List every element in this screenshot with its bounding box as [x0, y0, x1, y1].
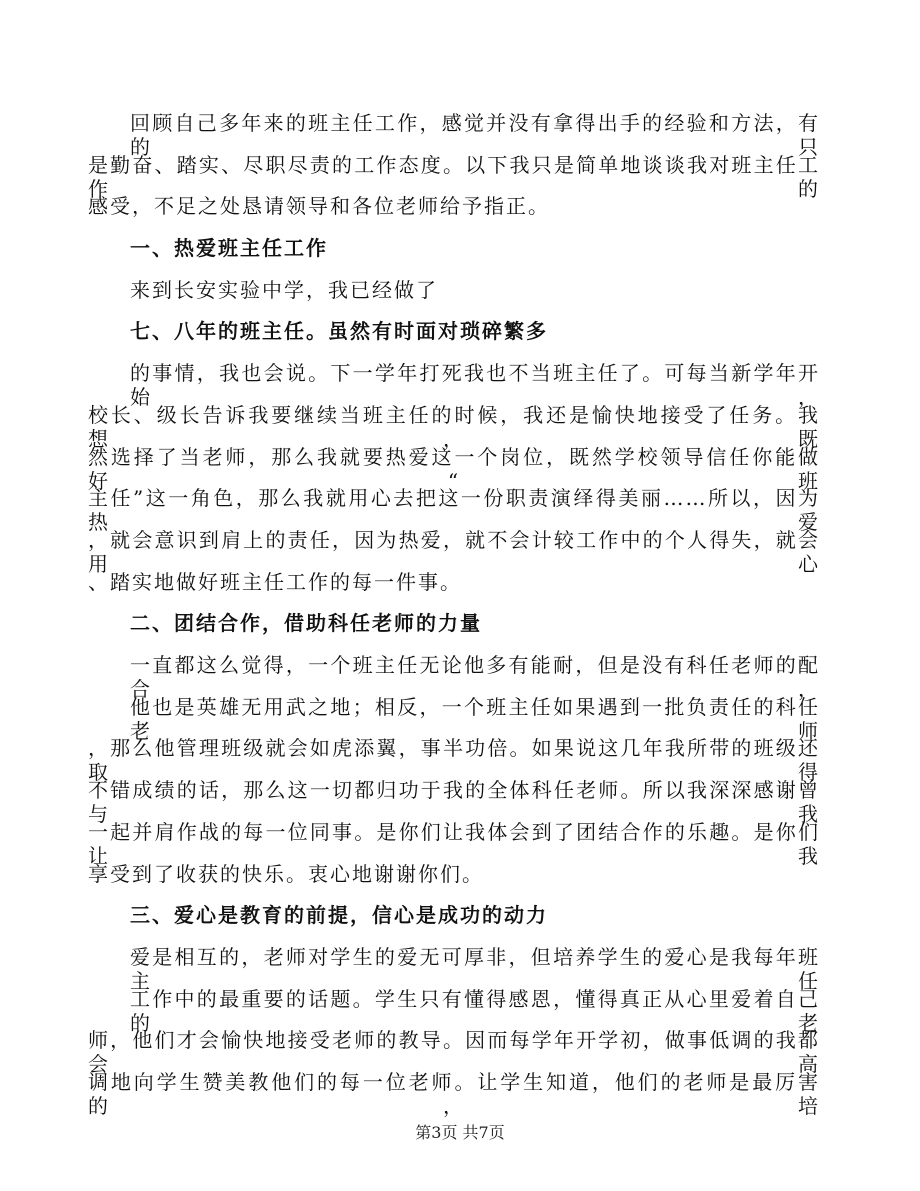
- paragraph-line: 感受，不足之处恳请领导和各位老师给予指正。: [88, 194, 550, 218]
- paragraph-line: 他也是英雄无用武之地；相反，一个班主任如果遇到一批负责任的科任老师: [130, 695, 820, 743]
- paragraph-line: ，就会意识到肩上的责任，因为热爱，就不会计较工作中的个人得失，就会用心: [88, 528, 820, 576]
- section-heading: 一、热爱班主任工作: [130, 236, 328, 260]
- paragraph-line: 回顾自己多年来的班主任工作，感觉并没有拿得出手的经验和方法，有的只: [130, 111, 820, 159]
- section-heading: 七、八年的班主任。虽然有时面对琐碎繁多: [130, 319, 548, 343]
- paragraph-line: 不错成绩的话，那么这一切都归功于我的全体科任老师。所以我深深感谢曾与我: [88, 778, 820, 826]
- paragraph-line: 、踏实地做好班主任工作的每一件事。: [88, 570, 462, 594]
- paragraph-line: 调地向学生赞美教他们的每一位老师。让学生知道，他们的老师是最厉害的，培: [88, 1070, 820, 1118]
- paragraph-line: 爱是相互的，老师对学生的爱无可厚非，但培养学生的爱心是我每年班主任: [130, 945, 820, 993]
- paragraph-line: ，那么他管理班级就会如虎添翼，事半功倍。如果说这几年我所带的班级还取得: [88, 736, 820, 784]
- page-number-footer: 第3页 共7页: [415, 1123, 505, 1142]
- paragraph-line: 主任”这一角色，那么我就用心去把这一份职责演绎得美丽……所以，因为热爱: [88, 486, 820, 534]
- section-heading: 二、团结合作，借助科任老师的力量: [130, 611, 482, 635]
- paragraph-line: 享受到了收获的快乐。衷心地谢谢你们。: [88, 862, 484, 886]
- paragraph-line: 的事情，我也会说。下一学年打死我也不当班主任了。可每当新学年开始，: [130, 361, 820, 409]
- paragraph-line: 是勤奋、踏实、尽职尽责的工作态度。以下我只是简单地谈谈我对班主任工作的: [88, 153, 820, 201]
- paragraph-line: 师，他们才会愉快地接受老师的教导。因而每学年开学初，做事低调的我都会高: [88, 1028, 820, 1076]
- paragraph-line: 来到长安实验中学，我已经做了: [130, 278, 438, 302]
- paragraph-line: 校长、级长告诉我要继续当班主任的时候，我还是愉快地接受了任务。我想，既: [88, 403, 820, 451]
- paragraph-line: 一起并肩作战的每一位同事。是你们让我体会到了团结合作的乐趣。是你们让我: [88, 820, 820, 868]
- section-heading: 三、爱心是教育的前提，信心是成功的动力: [130, 903, 548, 927]
- paragraph-line: 一直都这么觉得，一个班主任无论他多有能耐，但是没有科任老师的配合，: [130, 653, 820, 701]
- paragraph-line: 然选择了当老师，那么我就要热爱这一个岗位，既然学校领导信任你能做好“班: [88, 445, 820, 493]
- paragraph-line: 工作中的最重要的话题。学生只有懂得感恩，懂得真正从心里爱着自己的老: [130, 987, 820, 1035]
